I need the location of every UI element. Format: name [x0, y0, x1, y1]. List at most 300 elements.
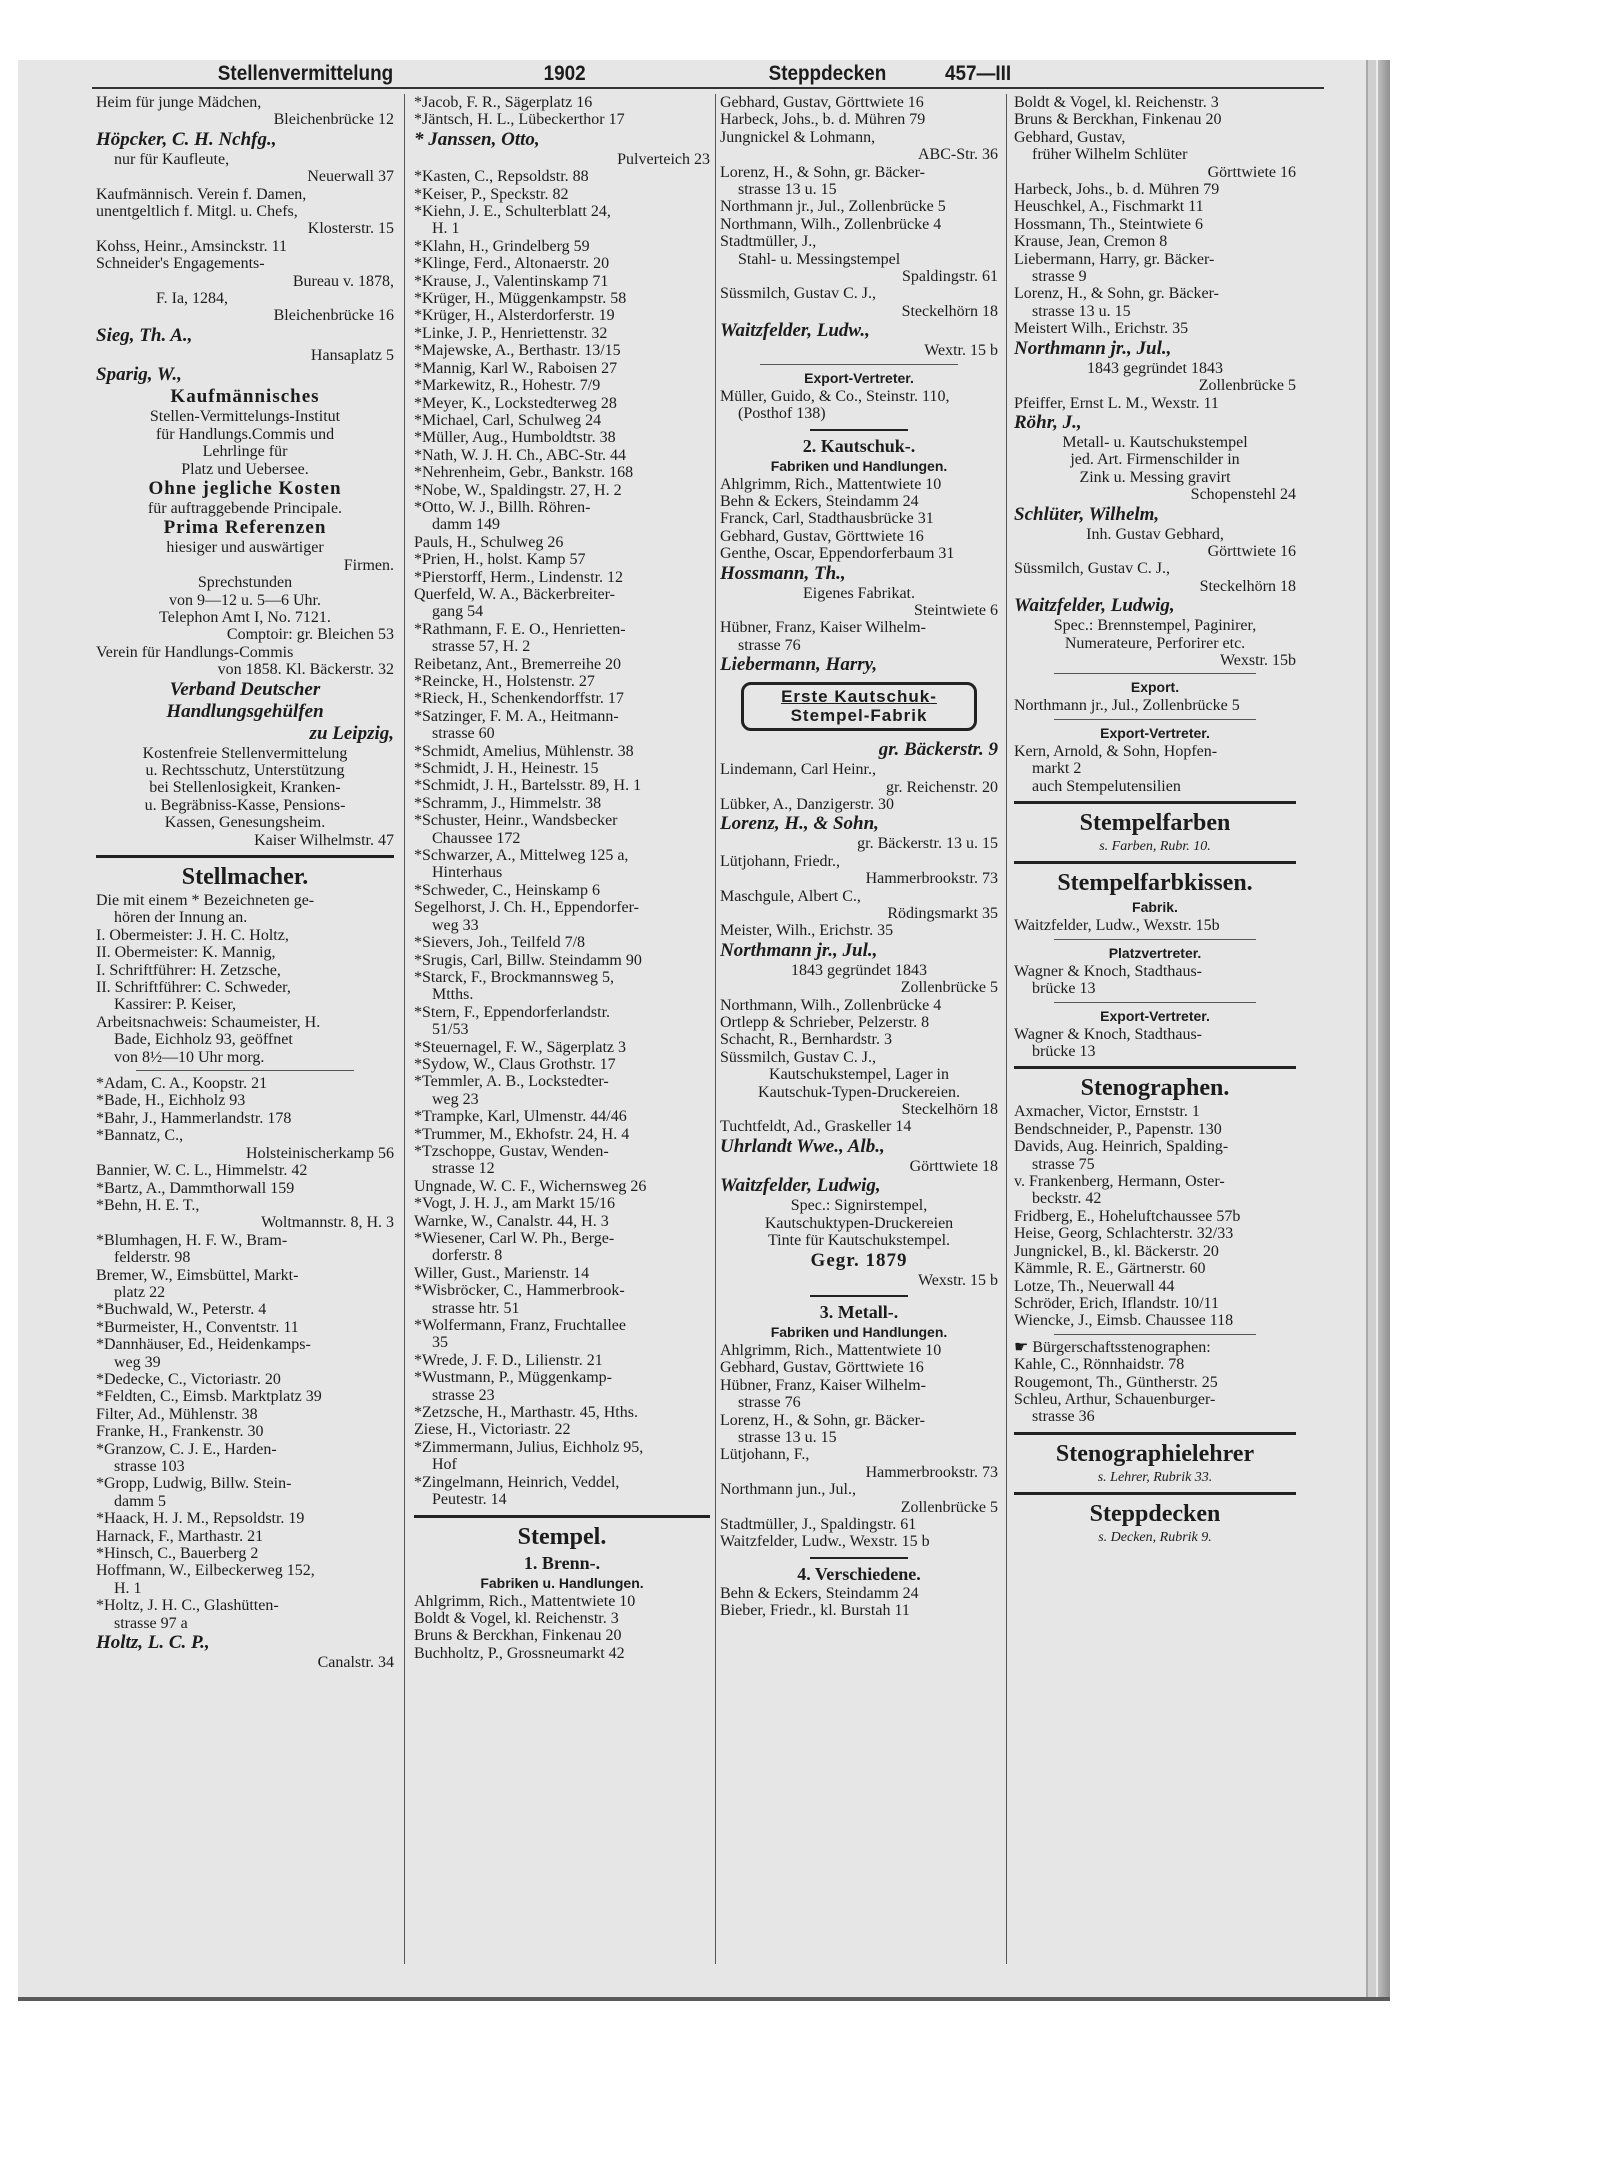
directory-line: Stahl- u. Messingstempel	[738, 250, 901, 268]
directory-line: unentgeltlich f. Mitgl. u. Chefs,	[96, 203, 298, 221]
cross-reference: s. Farben, Rubr. 10.	[1099, 839, 1211, 854]
header-left: Stellenvermittelung	[217, 62, 394, 85]
directory-line: Bruns & Berckhan, Finkenau 20	[414, 1627, 622, 1645]
directory-line: strasse 103	[114, 1458, 185, 1475]
directory-line: strasse 57, H. 2	[432, 638, 531, 656]
directory-line: *Bartz, A., Dammthorwall 159	[96, 1179, 295, 1197]
advertiser-name: Waitzfelder, Ludwig,	[1014, 595, 1175, 617]
directory-line: Segelhorst, J. Ch. H., Eppendorfer-	[414, 899, 639, 917]
directory-line: *Schramm, J., Himmelstr. 38	[414, 794, 602, 812]
directory-line: *Holtz, J. H. C., Glashütten-	[96, 1597, 279, 1615]
directory-line: Jungnickel, B., kl. Bäckerstr. 20	[1014, 1242, 1219, 1260]
directory-line: *Prien, H., holst. Kamp 57	[414, 551, 586, 569]
advertiser-name: Sparig, W.,	[96, 364, 182, 386]
directory-line: *Krüger, H., Alsterdorferstr. 19	[414, 307, 615, 325]
directory-line: Bleichenbrücke 16	[273, 307, 394, 325]
directory-line: Behn & Eckers, Steindamm 24	[720, 492, 919, 510]
directory-line: v. Frankenberg, Hermann, Oster-	[1014, 1173, 1225, 1191]
directory-line: II. Obermeister: K. Mannig,	[96, 944, 276, 962]
directory-line: Pulverteich 23	[617, 150, 710, 168]
advertiser-name: Holtz, L. C. P.,	[96, 1632, 210, 1654]
book-edge	[1378, 60, 1390, 2000]
directory-line: von 8½—10 Uhr morg.	[114, 1048, 265, 1066]
column-divider	[1006, 94, 1007, 1964]
advertiser-name: Hossmann, Th.,	[720, 562, 846, 584]
directory-line: Ortlepp & Schrieber, Pelzerstr. 8	[720, 1014, 930, 1032]
directory-line: Hammerbrookstr. 73	[865, 1463, 998, 1481]
directory-line: Metall- u. Kautschukstempel	[1062, 433, 1248, 451]
section-rule	[136, 1070, 354, 1071]
directory-line: Willer, Gust., Marienstr. 14	[414, 1264, 590, 1282]
section-rule	[1014, 861, 1296, 864]
directory-line: Genthe, Oscar, Eppendorferbaum 31	[720, 545, 955, 563]
directory-line: Lütjohann, Friedr.,	[720, 852, 840, 870]
directory-line: für auftraggebende Principale.	[147, 499, 343, 517]
directory-line: nur für Kaufleute,	[114, 150, 230, 168]
directory-line: *Buchwald, W., Peterstr. 4	[96, 1301, 267, 1319]
directory-line: *Bade, H., Eichholz 93	[96, 1092, 246, 1110]
directory-line: *Temmler, A. B., Lockstedter-	[414, 1073, 609, 1091]
directory-line: Kaiser Wilhelmstr. 47	[254, 831, 394, 849]
directory-line: *Zetzsche, H., Marthastr. 45, Hths.	[414, 1404, 638, 1422]
directory-line: strasse 76	[738, 636, 801, 654]
directory-line: Wexstr. 15b	[1219, 651, 1296, 669]
directory-line: für Handlungs.Commis und	[155, 425, 335, 443]
directory-line: *Haack, H. J. M., Repsoldstr. 19	[96, 1510, 305, 1528]
page-edge	[1368, 60, 1376, 2000]
directory-line: von 1858. Kl. Bäckerstr. 32	[217, 661, 394, 679]
directory-line: u. Begräbniss-Kasse, Pensions-	[144, 796, 346, 814]
directory-line: Hoffmann, W., Eilbeckerweg 152,	[96, 1562, 315, 1580]
directory-line: *Michael, Carl, Schulweg 24	[414, 411, 602, 429]
directory-line: Franck, Carl, Stadthausbrücke 31	[720, 510, 934, 528]
directory-line: Steintwiete 6	[914, 601, 998, 619]
directory-line: Boldt & Vogel, kl. Reichenstr. 3	[414, 1609, 619, 1627]
directory-page	[18, 60, 1368, 2000]
directory-line: *Dannhäuser, Ed., Heidenkamps-	[96, 1336, 311, 1354]
directory-line: *Stern, F., Eppendorferlandstr.	[414, 1003, 611, 1021]
advertiser-name: Waitzfelder, Ludw.,	[720, 320, 870, 342]
directory-line: Gebhard, Gustav,	[1014, 128, 1126, 146]
directory-line: II. Schriftführer: C. Schweder,	[96, 979, 291, 997]
directory-line: Northmann jun., Jul.,	[720, 1481, 856, 1499]
directory-line: Kahle, C., Rönnhaidstr. 78	[1014, 1356, 1185, 1374]
directory-line: *Nehrenheim, Gebr., Bankstr. 168	[414, 464, 634, 482]
directory-line: Wagner & Knoch, Stadthaus-	[1014, 1025, 1202, 1043]
directory-line: *Markewitz, R., Hohestr. 7/9	[414, 377, 601, 395]
directory-line: *Krüger, H., Müggenkampstr. 58	[414, 290, 627, 308]
directory-line: Schneider's Engagements-	[96, 255, 265, 273]
ad-text: Kaufmännisches	[170, 386, 320, 408]
section-heading: Stempelfarbkissen.	[1057, 870, 1253, 897]
advertiser-name: Röhr, J.,	[1014, 411, 1082, 433]
directory-line: Meistert Wilh., Erichstr. 35	[1014, 320, 1189, 338]
directory-line: Kautschuk-Typen-Druckereien.	[758, 1083, 960, 1101]
directory-line: Arbeitsnachweis: Schaumeister, H.	[96, 1013, 321, 1031]
section-rule	[1014, 1066, 1296, 1069]
directory-line: *Wustmann, P., Müggenkamp-	[414, 1369, 613, 1387]
column-divider	[404, 94, 405, 1964]
directory-line: strasse htr. 51	[432, 1299, 520, 1317]
directory-line: Schleu, Arthur, Schauenburger-	[1014, 1390, 1216, 1408]
directory-line: Steckelhörn 18	[901, 302, 998, 320]
directory-line: *Jäntsch, H. L., Lübeckerthor 17	[414, 111, 625, 129]
directory-line: strasse 75	[1032, 1155, 1095, 1173]
directory-line: Harnack, F., Marthastr. 21	[96, 1527, 264, 1545]
directory-line: Waitzfelder, Ludw., Wexstr. 15 b	[720, 1533, 930, 1551]
directory-line: Filter, Ad., Mühlenstr. 38	[96, 1405, 258, 1423]
directory-line: Lorenz, H., & Sohn, gr. Bäcker-	[1014, 285, 1219, 303]
subsection-heading: Export-Vertreter.	[1100, 724, 1210, 741]
directory-line: Buchholtz, P., Grossneumarkt 42	[414, 1644, 625, 1662]
directory-line: *Zingelmann, Heinrich, Veddel,	[414, 1473, 620, 1491]
directory-line: strasse 23	[432, 1386, 495, 1404]
directory-line: Liebermann, Harry, gr. Bäcker-	[1014, 250, 1215, 268]
directory-line: Tinte für Kautschukstempel.	[767, 1232, 951, 1250]
directory-line: strasse 13 u. 15	[1032, 302, 1131, 320]
directory-line: *Otto, W. J., Billh. Röhren-	[414, 498, 591, 516]
directory-line: *Schuster, Heinr., Wandsbecker	[414, 812, 618, 830]
directory-line: Neuerwall 37	[307, 168, 394, 186]
column-divider	[715, 94, 716, 1964]
directory-line: *Klahn, H., Grindelberg 59	[414, 237, 590, 255]
company-logo-stamp	[741, 682, 977, 731]
directory-line: Hübner, Franz, Kaiser Wilhelm-	[720, 619, 926, 637]
directory-line: Kämmle, R. E., Gärtnerstr. 60	[1014, 1260, 1206, 1278]
directory-line: Reibetanz, Ant., Bremerreihe 20	[414, 655, 622, 673]
directory-line: Tuchtfeldt, Ad., Graskeller 14	[720, 1118, 912, 1136]
directory-line: Northmann, Wilh., Zollenbrücke 4	[720, 215, 942, 233]
subsection-heading: Fabrik.	[1132, 899, 1178, 916]
directory-line: Zollenbrücke 5	[1198, 377, 1296, 395]
directory-line: Ahlgrimm, Rich., Mattentwiete 10	[414, 1592, 636, 1610]
directory-line: Hammerbrookstr. 73	[865, 870, 998, 888]
directory-line: Heise, Georg, Schlachterstr. 32/33	[1014, 1225, 1234, 1243]
directory-line: Kohss, Heinr., Amsinckstr. 11	[96, 237, 287, 255]
directory-line: 35	[432, 1334, 448, 1352]
directory-line: Schopenstehl 24	[1190, 486, 1296, 504]
section-heading: Stenographen.	[1080, 1075, 1230, 1102]
directory-line: (Posthof 138)	[738, 405, 826, 423]
directory-line: Wagner & Knoch, Stadthaus-	[1014, 962, 1202, 980]
directory-line: Lütjohann, F.,	[720, 1446, 810, 1464]
directory-line: Lehrlinge für	[202, 443, 288, 461]
directory-line: Spaldingstr. 61	[901, 268, 998, 286]
directory-line: Die mit einem * Bezeichneten ge-	[96, 892, 315, 909]
directory-line: *Nobe, W., Spaldingstr. 27, H. 2	[414, 481, 622, 499]
directory-line: *Dedecke, C., Victoriastr. 20	[96, 1370, 281, 1388]
advertiser-name: Liebermann, Harry,	[720, 654, 878, 676]
directory-line: *Sievers, Joh., Teilfeld 7/8	[414, 934, 586, 952]
directory-line: 1843 gegründet 1843	[791, 961, 927, 979]
directory-line: felderstr. 98	[114, 1249, 191, 1267]
directory-line: markt 2	[1032, 760, 1082, 778]
scan-bottom-edge	[18, 1997, 1390, 2001]
directory-line: F. Ia, 1284,	[156, 290, 229, 308]
directory-line: Lindemann, Carl Heinr.,	[720, 761, 876, 779]
directory-line: Lorenz, H., & Sohn, gr. Bäcker-	[720, 163, 925, 181]
directory-line: Heuschkel, A., Fischmarkt 11	[1014, 198, 1204, 216]
directory-line: Franke, H., Frankenstr. 30	[96, 1423, 264, 1441]
directory-line: Hübner, Franz, Kaiser Wilhelm-	[720, 1376, 926, 1394]
section-rule	[1014, 801, 1296, 804]
section-rule	[1054, 1334, 1256, 1335]
directory-line: Northmann jr., Jul., Zollenbrücke 5	[1014, 697, 1240, 715]
directory-line: Lotze, Th., Neuerwall 44	[1014, 1277, 1175, 1295]
section-rule	[1054, 719, 1256, 720]
advertiser-name: gr. Bäckerstr. 9	[878, 739, 998, 761]
directory-line: Zollenbrücke 5	[900, 1498, 998, 1516]
directory-line: Krause, Jean, Cremon 8	[1014, 233, 1168, 251]
directory-line: Stadtmüller, J.,	[720, 233, 817, 251]
advertiser-name: Uhrlandt Wwe., Alb.,	[720, 1135, 885, 1157]
directory-line: jed. Art. Firmenschilder in	[1070, 451, 1240, 469]
directory-line: *Schmidt, J. H., Bartelsstr. 89, H. 1	[414, 777, 642, 795]
directory-line: Stellen-Vermittelungs-Institut	[149, 408, 341, 426]
directory-line: Wexstr. 15 b	[917, 1271, 998, 1289]
directory-line: Süssmilch, Gustav C. J.,	[720, 1048, 877, 1066]
section-heading: Stenographielehrer	[1055, 1440, 1255, 1467]
cross-reference: s. Decken, Rubrik 9.	[1098, 1530, 1212, 1546]
directory-line: Zink u. Messing gravirt	[1079, 468, 1231, 486]
header-rule	[92, 87, 1324, 89]
directory-line: Kostenfreie Stellenvermittelung	[142, 744, 348, 762]
directory-line: u. Rechtsschutz, Unterstützung	[145, 761, 345, 779]
directory-line: Gebhard, Gustav, Görttwiete 16	[720, 1359, 924, 1377]
directory-line: Spec.: Signirstempel,	[790, 1197, 928, 1215]
ad-text: Ohne jegliche Kosten	[148, 477, 342, 499]
directory-line: Firmen.	[343, 556, 394, 574]
cross-reference: s. Lehrer, Rubrik 33.	[1097, 1469, 1213, 1485]
directory-line: *Zimmermann, Julius, Eichholz 95,	[414, 1438, 644, 1456]
directory-line: brücke 13	[1032, 980, 1096, 998]
directory-line: *Schmidt, Amelius, Mühlenstr. 38	[414, 742, 634, 760]
directory-line: *Reincke, H., Holstenstr. 27	[414, 673, 595, 690]
directory-line: Görttwiete 18	[909, 1157, 998, 1175]
subsection-heading: Export-Vertreter.	[804, 369, 914, 386]
directory-line: Sprechstunden	[197, 574, 293, 592]
directory-line: weg 23	[432, 1090, 479, 1108]
directory-line: strasse 9	[1032, 268, 1087, 286]
directory-line: Harbeck, Johs., b. d. Mühren 79	[720, 111, 926, 129]
directory-line: Pfeiffer, Ernst L. M., Wexstr. 11	[1014, 394, 1219, 412]
directory-line: Boldt & Vogel, kl. Reichenstr. 3	[1014, 94, 1219, 111]
directory-line: damm 5	[114, 1492, 166, 1510]
directory-line: Mtths.	[432, 986, 474, 1004]
directory-line: Süssmilch, Gustav C. J.,	[1014, 560, 1171, 578]
directory-line: Görttwiete 16	[1207, 163, 1296, 181]
directory-line: Querfeld, W. A., Bäckerbreiter-	[414, 585, 615, 603]
directory-line: *Blumhagen, H. F. W., Bram-	[96, 1231, 288, 1249]
advertiser-name: Sieg, Th. A.,	[96, 324, 193, 346]
subsection-heading: 4. Verschiedene.	[797, 1563, 921, 1584]
directory-line: Kassirer: P. Keiser,	[114, 996, 236, 1014]
ad-text: Gegr. 1879	[810, 1249, 908, 1271]
section-rule	[96, 855, 394, 858]
directory-line: Bureau v. 1878,	[292, 272, 394, 290]
directory-line: *Behn, H. E. T.,	[96, 1196, 200, 1214]
advertiser-name: Waitzfelder, Ludwig,	[720, 1175, 881, 1197]
directory-line: H. 1	[114, 1579, 142, 1597]
directory-line: Platz und Uebersee.	[181, 460, 309, 478]
section-heading: Stellmacher.	[181, 864, 309, 890]
directory-line: *Wisbröcker, C., Hammerbrook-	[414, 1282, 625, 1300]
directory-line: Spec.: Brennstempel, Paginirer,	[1053, 617, 1257, 635]
section-rule	[810, 1557, 908, 1559]
directory-line: Wextr. 15 b	[924, 342, 998, 360]
logo-text: Stempel-Fabrik	[790, 706, 928, 726]
directory-line: Fridberg, E., Hoheluftchaussee 57b	[1014, 1207, 1241, 1225]
directory-line: ☛ Bürgerschaftsstenographen:	[1014, 1338, 1211, 1356]
directory-line: Bremer, W., Eimsbüttel, Markt-	[96, 1266, 299, 1284]
directory-line: Bade, Eichholz 93, geöffnet	[114, 1031, 293, 1049]
directory-line: Warnke, W., Canalstr. 44, H. 3	[414, 1212, 609, 1230]
directory-line: H. 1	[432, 220, 460, 238]
directory-line: Schacht, R., Bernhardstr. 3	[720, 1031, 892, 1049]
column-2	[414, 94, 710, 1662]
directory-line: gr. Bäckerstr. 13 u. 15	[857, 835, 998, 853]
directory-line: Meister, Wilh., Erichstr. 35	[720, 922, 894, 940]
directory-line: Northmann jr., Jul., Zollenbrücke 5	[720, 198, 946, 216]
advertiser-name: Northmann jr., Jul.,	[1014, 337, 1172, 359]
section-rule	[1054, 1002, 1256, 1003]
directory-line: beckstr. 42	[1032, 1190, 1102, 1208]
directory-line: strasse 36	[1032, 1408, 1095, 1426]
subsection-heading: Platzvertreter.	[1108, 944, 1202, 961]
subsection-heading: Fabriken und Handlungen.	[770, 1323, 948, 1340]
directory-line: Zollenbrücke 5	[900, 979, 998, 997]
directory-line: strasse 12	[432, 1160, 495, 1178]
advertiser-name: Northmann jr., Jul.,	[720, 939, 878, 961]
directory-line: Davids, Aug. Heinrich, Spalding-	[1014, 1138, 1229, 1156]
directory-line: *Feldten, C., Eimsb. Marktplatz 39	[96, 1388, 322, 1406]
directory-line: *Nath, W. J. H. Ch., ABC-Str. 44	[414, 446, 627, 464]
ad-text: Prima Referenzen	[163, 517, 327, 539]
subsection-heading: 1. Brenn-.	[523, 1552, 601, 1573]
section-heading: Steppdecken	[1089, 1501, 1221, 1528]
directory-line: *Rathmann, F. E. O., Henrietten-	[414, 620, 626, 638]
directory-line: Kautschukstempel, Lager in	[769, 1066, 949, 1084]
directory-line: Woltmannstr. 8, H. 3	[261, 1214, 394, 1232]
directory-line: hiesiger und auswärtiger	[166, 539, 324, 557]
directory-line: Lorenz, H., & Sohn, gr. Bäcker-	[720, 1411, 925, 1429]
directory-line: von 9—12 u. 5—6 Uhr.	[169, 591, 321, 609]
page-number: 457—III	[945, 62, 1012, 85]
directory-line: Kautschuktypen-Druckereien	[764, 1214, 954, 1232]
directory-line: *Majewske, A., Berthastr. 13/15	[414, 342, 621, 360]
section-rule	[760, 364, 958, 365]
advertiser-name: Schlüter, Wilhelm,	[1014, 503, 1160, 525]
directory-line: *Müller, Aug., Humboldtstr. 38	[414, 429, 616, 447]
directory-line: Steckelhörn 18	[1199, 577, 1296, 595]
directory-line: platz 22	[114, 1283, 166, 1301]
directory-line: Bleichenbrücke 12	[273, 111, 394, 129]
subsection-heading: Fabriken u. Handlungen.	[480, 1574, 644, 1591]
directory-line: Telephon Amt I, No. 7121.	[159, 608, 331, 626]
directory-line: *Schweder, C., Heinskamp 6	[414, 881, 600, 899]
advertiser-name: Lorenz, H., & Sohn,	[720, 813, 879, 835]
directory-line: *Kasten, C., Repsoldstr. 88	[414, 168, 589, 186]
section-heading: Stempel.	[517, 1523, 607, 1550]
directory-line: Hof	[432, 1456, 457, 1474]
directory-line: *Gropp, Ludwig, Billw. Stein-	[96, 1475, 292, 1493]
directory-line: Steckelhörn 18	[901, 1101, 998, 1119]
directory-line: Lübker, A., Danzigerstr. 30	[720, 795, 894, 813]
directory-line: *Granzow, C. J. E., Harden-	[96, 1440, 277, 1458]
directory-line: *Bannatz, C.,	[96, 1127, 184, 1145]
directory-line: *Meyer, K., Lockstedterweg 28	[414, 394, 617, 412]
column-4	[1014, 94, 1296, 1547]
directory-line: Müller, Guido, & Co., Steinstr. 110,	[720, 387, 950, 405]
directory-line: *Steuernagel, F. W., Sägerplatz 3	[414, 1038, 627, 1056]
directory-line: Rougemont, Th., Güntherstr. 25	[1014, 1373, 1218, 1391]
directory-line: Harbeck, Johs., b. d. Mühren 79	[1014, 181, 1220, 199]
directory-line: *Wiesener, Carl W. Ph., Berge-	[414, 1230, 615, 1247]
directory-line: ABC-Str. 36	[917, 146, 998, 164]
directory-line: Ziese, H., Victoriastr. 22	[414, 1421, 571, 1439]
directory-line: *Wrede, J. F. D., Lilienstr. 21	[414, 1351, 603, 1369]
directory-line: Canalstr. 34	[317, 1654, 394, 1672]
directory-line: Wiencke, J., Eimsb. Chaussee 118	[1014, 1312, 1234, 1330]
directory-line: Stadtmüller, J., Spaldingstr. 61	[720, 1515, 917, 1533]
directory-line: *Linke, J. P., Henriettenstr. 32	[414, 324, 608, 342]
directory-line: *Hinsch, C., Bauerberg 2	[96, 1545, 259, 1563]
directory-line: Axmacher, Victor, Ernststr. 1	[1014, 1103, 1200, 1121]
directory-line: *Kiehn, J. E., Schulterblatt 24,	[414, 203, 611, 221]
section-rule	[1014, 1492, 1296, 1495]
directory-line: Jungnickel & Lohmann,	[720, 128, 876, 146]
subsection-heading: 2. Kautschuk-.	[802, 435, 916, 456]
directory-line: *Trampke, Karl, Ulmenstr. 44/46	[414, 1108, 627, 1126]
directory-line: *Sydow, W., Claus Grothstr. 17	[414, 1055, 616, 1073]
directory-line: früher Wilhelm Schlüter	[1032, 146, 1188, 164]
directory-line: Ungnade, W. C. F., Wichernsweg 26	[414, 1177, 647, 1195]
directory-line: Numerateure, Perforirer etc.	[1064, 634, 1246, 652]
directory-line: *Starck, F., Brockmannsweg 5,	[414, 968, 615, 986]
directory-line: Behn & Eckers, Steindamm 24	[720, 1584, 919, 1602]
directory-line: dorferstr. 8	[432, 1247, 503, 1265]
advertiser-name: * Janssen, Otto,	[414, 128, 540, 150]
directory-line: I. Schriftführer: H. Zetzsche,	[96, 961, 281, 979]
directory-line: Chaussee 172	[432, 829, 521, 847]
subsection-heading: Export-Vertreter.	[1100, 1007, 1210, 1024]
directory-line: *Burmeister, H., Conventstr. 11	[96, 1318, 299, 1336]
directory-line: *Krause, J., Valentinskamp 71	[414, 272, 609, 290]
directory-line: *Adam, C. A., Koopstr. 21	[96, 1075, 268, 1093]
advertiser-name: Verband Deutscher	[169, 678, 321, 700]
directory-line: *Bahr, J., Hammerlandstr. 178	[96, 1109, 292, 1127]
subsection-heading: 3. Metall-.	[819, 1301, 899, 1322]
header-year: 1902	[543, 62, 586, 85]
directory-line: *Tzschoppe, Gustav, Wenden-	[414, 1142, 609, 1160]
directory-line: damm 149	[432, 516, 500, 534]
directory-line: 1843 gegründet 1843	[1087, 359, 1223, 377]
directory-line: Maschgule, Albert C.,	[720, 887, 861, 905]
section-rule	[414, 1515, 710, 1518]
directory-line: strasse 76	[738, 1394, 801, 1412]
directory-line: Northmann, Wilh., Zollenbrücke 4	[720, 996, 942, 1014]
directory-line: Bendschneider, P., Papenstr. 130	[1014, 1120, 1222, 1138]
advertiser-name: Höpcker, C. H. Nchfg.,	[96, 128, 277, 150]
directory-line: Süssmilch, Gustav C. J.,	[720, 285, 877, 303]
directory-line: Rödingsmarkt 35	[887, 905, 998, 922]
directory-line: Gebhard, Gustav, Görttwiete 16	[720, 94, 924, 111]
advertiser-name: Handlungsgehülfen	[166, 700, 324, 722]
section-rule	[810, 1295, 908, 1297]
directory-line: Pauls, H., Schulweg 26	[414, 533, 564, 551]
directory-line: Peutestr. 14	[432, 1491, 507, 1509]
directory-line: Heim für junge Mädchen,	[96, 94, 262, 111]
